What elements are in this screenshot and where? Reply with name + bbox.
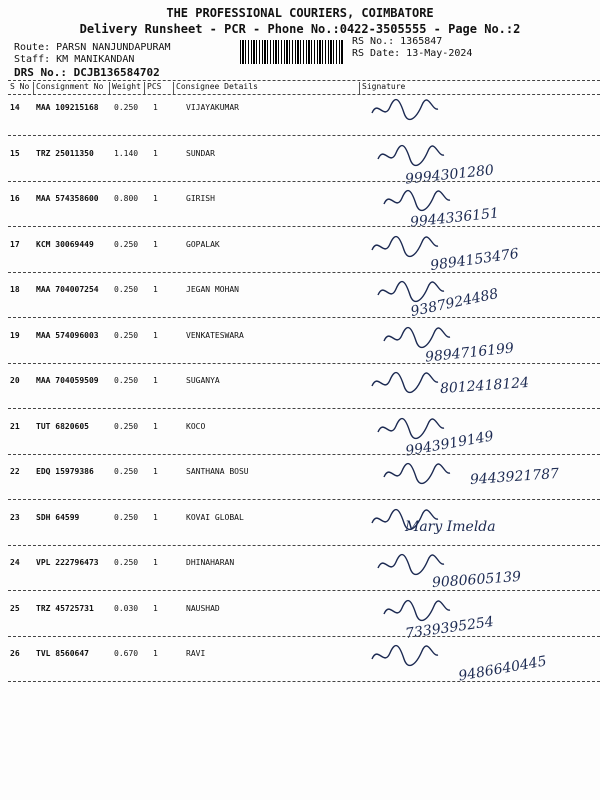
row-consignment-no: TRZ 25011350 — [36, 148, 94, 158]
row-divider — [8, 454, 600, 455]
handwritten-contact: 9943919149 — [404, 427, 495, 460]
col-header-weight: Weight — [112, 82, 141, 91]
row-consignee: DHINAHARAN — [186, 558, 235, 567]
handwritten-contact: 9443921787 — [469, 465, 560, 489]
row-pcs: 1 — [153, 239, 158, 249]
signature-scrawl — [370, 234, 440, 260]
handwritten-contact: 9944336151 — [409, 205, 500, 231]
row-weight: 0.670 — [114, 649, 139, 658]
signature-scrawl — [382, 461, 452, 487]
row-consignee: NAUSHAD — [186, 603, 220, 613]
header-bottom-rule — [8, 94, 600, 95]
row-weight: 0.030 — [114, 603, 139, 613]
row-pcs: 1 — [153, 194, 158, 203]
col-header-signature: Signature — [362, 82, 406, 91]
row-sno: 17 — [10, 239, 20, 249]
row-consignee: JEGAN MOHAN — [186, 285, 239, 294]
row-divider — [8, 181, 600, 182]
col-header-pcs: PCS — [147, 82, 162, 91]
row-sno: 26 — [10, 649, 20, 658]
row-consignment-no: TUT 6820605 — [36, 421, 89, 431]
row-consignee: KOCO — [186, 421, 206, 431]
row-divider — [8, 499, 600, 500]
row-sno: 24 — [10, 558, 20, 567]
row-weight: 0.250 — [114, 285, 139, 294]
row-weight: 1.140 — [114, 148, 139, 158]
row-pcs: 1 — [153, 603, 158, 613]
col-divider — [144, 82, 145, 94]
barcode — [240, 40, 344, 64]
row-pcs: 1 — [153, 330, 158, 340]
handwritten-contact: 9894716199 — [424, 339, 515, 366]
signature-scrawl — [382, 598, 452, 624]
handwritten-contact: 9894153476 — [429, 245, 520, 274]
signature-scrawl — [370, 97, 440, 123]
handwritten-contact: 9994301280 — [404, 161, 495, 188]
row-divider — [8, 363, 600, 364]
row-divider — [8, 317, 600, 318]
rs-date: RS Date: 13-May-2024 — [352, 48, 473, 59]
row-consignment-no: MAA 109215168 — [36, 103, 99, 112]
row-consignment-no: MAA 704059509 — [36, 376, 99, 385]
row-weight: 0.250 — [114, 330, 139, 340]
handwritten-contact: 9387924488 — [409, 285, 500, 321]
col-divider — [33, 82, 34, 94]
row-consignee: KOVAI GLOBAL — [186, 512, 244, 522]
row-sno: 19 — [10, 330, 20, 340]
row-consignment-no: VPL 222796473 — [36, 558, 99, 567]
col-divider — [359, 82, 360, 94]
row-divider — [8, 408, 600, 409]
row-weight: 0.250 — [114, 376, 139, 385]
signature-scrawl — [370, 643, 440, 669]
col-divider — [173, 82, 174, 94]
row-pcs: 1 — [153, 376, 158, 385]
row-weight: 0.250 — [114, 512, 139, 522]
row-consignee: VENKATESWARA — [186, 330, 244, 340]
col-header-sno: S No — [10, 82, 30, 91]
handwritten-contact: 9080605139 — [431, 568, 522, 592]
row-weight: 0.250 — [114, 558, 139, 567]
row-weight: 0.800 — [114, 194, 139, 203]
row-divider — [8, 590, 600, 591]
handwritten-contact: 7339395254 — [404, 613, 495, 642]
row-sno: 18 — [10, 285, 20, 294]
signature-scrawl — [370, 370, 440, 396]
row-consignee: SANTHANA BOSU — [186, 467, 249, 476]
row-consignee: GIRISH — [186, 194, 215, 203]
row-sno: 25 — [10, 603, 20, 613]
row-pcs: 1 — [153, 285, 158, 294]
row-pcs: 1 — [153, 467, 158, 476]
row-sno: 14 — [10, 103, 20, 112]
header-top-rule — [8, 80, 600, 81]
row-pcs: 1 — [153, 421, 158, 431]
row-weight: 0.250 — [114, 421, 139, 431]
row-weight: 0.250 — [114, 467, 139, 476]
row-pcs: 1 — [153, 103, 158, 112]
row-consignment-no: KCM 30069449 — [36, 239, 94, 249]
col-header-consignment: Consignment No — [36, 82, 104, 91]
row-pcs: 1 — [153, 558, 158, 567]
signature-scrawl — [382, 188, 452, 214]
route-label: Route: PARSN NANJUNDAPURAM — [14, 42, 171, 53]
row-consignee: RAVI — [186, 649, 206, 658]
col-divider — [109, 82, 110, 94]
row-consignee: GOPALAK — [186, 239, 220, 249]
row-consignee: SUNDAR — [186, 148, 215, 158]
row-weight: 0.250 — [114, 239, 139, 249]
row-divider — [8, 272, 600, 273]
row-sno: 16 — [10, 194, 20, 203]
rs-number: RS No.: 1365847 — [352, 36, 443, 47]
row-pcs: 1 — [153, 148, 158, 158]
row-pcs: 1 — [153, 512, 158, 522]
row-consignment-no: MAA 574096003 — [36, 330, 99, 340]
row-sno: 22 — [10, 467, 20, 476]
row-consignee: SUGANYA — [186, 376, 220, 385]
signature-scrawl — [376, 143, 446, 169]
handwritten-contact: Mary Imelda — [405, 518, 496, 535]
col-header-consignee: Consignee Details — [176, 82, 258, 91]
row-divider — [8, 135, 600, 136]
row-consignment-no: TRZ 45725731 — [36, 603, 94, 613]
row-weight: 0.250 — [114, 103, 139, 112]
signature-scrawl — [382, 325, 452, 351]
row-consignment-no: MAA 704007254 — [36, 285, 99, 294]
row-consignment-no: TVL 8560647 — [36, 649, 89, 658]
row-consignment-no: EDQ 15979386 — [36, 467, 94, 476]
company-title: THE PROFESSIONAL COURIERS, COIMBATORE — [166, 6, 434, 20]
row-sno: 15 — [10, 148, 20, 158]
staff-label: Staff: KM MANIKANDAN — [14, 54, 135, 65]
row-consignee: VIJAYAKUMAR — [186, 103, 239, 112]
row-pcs: 1 — [153, 649, 158, 658]
row-consignment-no: SDH 64599 — [36, 512, 80, 522]
row-divider — [8, 681, 600, 682]
drs-number: DRS No.: DCJB136584702 — [14, 66, 160, 79]
row-sno: 20 — [10, 376, 20, 385]
row-consignment-no: MAA 574358600 — [36, 194, 99, 203]
row-divider — [8, 636, 600, 637]
row-sno: 23 — [10, 512, 20, 522]
runsheet-subtitle: Delivery Runsheet - PCR - Phone No.:0422-3505555 - Page No.:2 — [79, 22, 521, 36]
row-divider — [8, 226, 600, 227]
row-sno: 21 — [10, 421, 20, 431]
handwritten-contact: 9486640445 — [457, 653, 548, 685]
handwritten-contact: 8012418124 — [439, 374, 530, 398]
row-divider — [8, 545, 600, 546]
